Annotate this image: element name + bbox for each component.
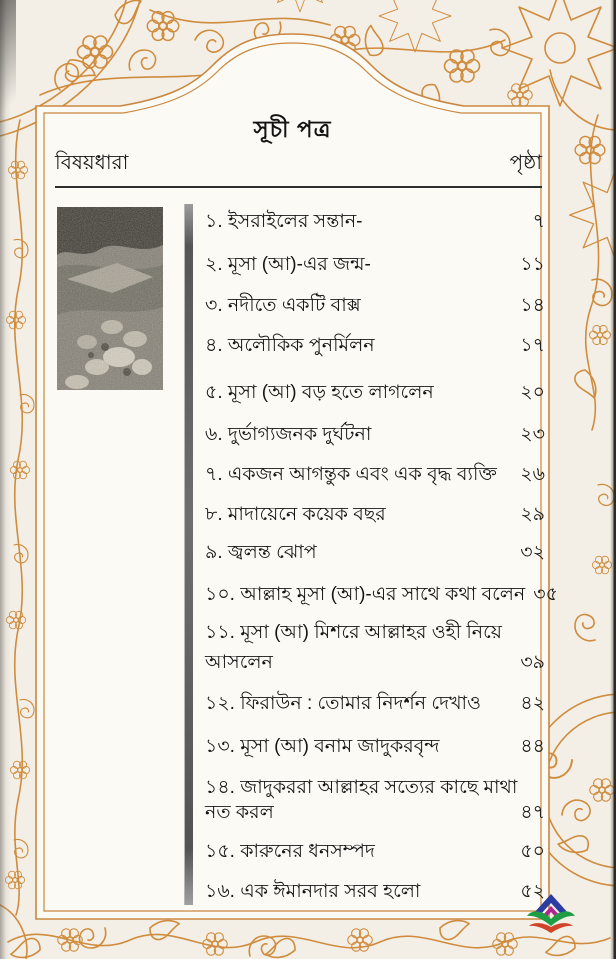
toc-entry-page: ২০: [520, 382, 545, 403]
toc-entry-page: ৩৫: [533, 584, 558, 605]
toc-entry-page: ১৭: [520, 335, 545, 356]
toc-entry-title: ১০. আল্লাহ মূসা (আ)-এর সাথে কথা বলেন: [205, 584, 526, 605]
toc-entry-page: ৭: [532, 211, 545, 232]
toc-entry-title: ১৪. জাদুকররা আল্লাহর সত্যের কাছে মাথা: [205, 777, 518, 798]
toc-entry-title: ৩. নদীতে একটি বাক্স: [205, 295, 361, 316]
toc-row-1: [205, 209, 545, 235]
toc-entry-page: ১১: [520, 254, 545, 275]
scan-edge-top-left: [0, 0, 16, 150]
toc-row-5: [205, 380, 545, 406]
toc-row-13: [205, 734, 545, 760]
toc-entry-title: ৪. অলৌকিক পুনর্মিলন: [205, 335, 375, 356]
toc-entry-page: ২৩: [520, 424, 545, 445]
toc-row-2: [205, 252, 545, 278]
toc-entry-title: ১৬. এক ঈমানদার সরব হলো: [205, 881, 421, 902]
toc-row-11-line2: [205, 650, 545, 676]
toc-entry-title: ১৫. কারুনের ধনসম্পদ: [205, 841, 375, 862]
toc-entry-page: ৩৯: [520, 652, 545, 673]
logo-red-left-page: [529, 923, 551, 933]
toc-row-15: [205, 839, 545, 865]
toc-entry-title: ৫. মূসা (আ) বড় হতে লাগলেন: [205, 382, 434, 403]
scan-edge-right: [610, 0, 616, 959]
toc-row-8: [205, 502, 545, 528]
toc-entry-title: ৮. মাদায়েনে কয়েক বছর: [205, 504, 386, 525]
toc-entry-title-cont: আসলেন: [205, 652, 273, 673]
toc-entry-page: ৪২: [520, 693, 545, 714]
toc-row-16: [205, 879, 545, 905]
toc-entry-title-cont: নত করল: [205, 802, 274, 823]
toc-entry-page: ৫২: [520, 881, 545, 902]
toc-row-6: [205, 422, 545, 448]
toc-entry-title: ১. ইসরাইলের সন্তান-: [205, 211, 363, 232]
toc-entry-title: ১১. মূসা (আ) মিশরে আল্লাহর ওহী নিয়ে: [205, 622, 502, 643]
toc-entry-page: ২৬: [520, 464, 545, 485]
toc-row-9: [205, 540, 545, 566]
toc-entry-page: ৫০: [520, 841, 545, 862]
toc-entry-page: ৩২: [520, 542, 545, 563]
toc-row-7: [205, 462, 545, 488]
toc-entry-title: ২. মূসা (আ)-এর জন্ম-: [205, 254, 371, 275]
toc-entry-page: ৪৭: [520, 802, 545, 823]
page-title: সূচী পত্র: [253, 116, 332, 142]
toc-row-11-line1: [205, 620, 550, 646]
page-gutter-shadow: [184, 204, 193, 905]
logo-red-right-page: [551, 923, 573, 933]
toc-entry-title: ৬. দুর্ভাগ্যজনক দুর্ঘটনা: [205, 424, 372, 445]
toc-row-14-line2: [205, 800, 545, 826]
header-subject-label: বিষয়ধারা: [55, 152, 129, 174]
toc-row-12: [205, 691, 545, 717]
toc-row-3: [205, 293, 545, 319]
toc-row-14-line1: [205, 775, 550, 801]
rocky-ruins-photo: [57, 207, 163, 390]
publisher-book-logo: [527, 891, 575, 943]
toc-entry-title: ৭. একজন আগন্তুক এবং এক বৃদ্ধ ব্যক্তি: [205, 464, 497, 485]
toc-entry-title: ১২. ফিরাউন : তোমার নিদর্শন দেখাও: [205, 693, 482, 714]
toc-entry-page: ২৯: [520, 504, 545, 525]
toc-row-4: [205, 333, 545, 359]
toc-entry-title: ৯. জ্বলন্ত ঝোপ: [205, 542, 317, 563]
toc-row-10: [205, 582, 558, 608]
toc-entry-page: ৪৪: [520, 736, 545, 757]
header-page-label: পৃষ্ঠা: [509, 152, 542, 174]
toc-entry-title: ১৩. মূসা (আ) বনাম জাদুকরবৃন্দ: [205, 736, 440, 757]
header-divider-line: [55, 186, 542, 188]
toc-entry-page: ১৪: [520, 295, 545, 316]
